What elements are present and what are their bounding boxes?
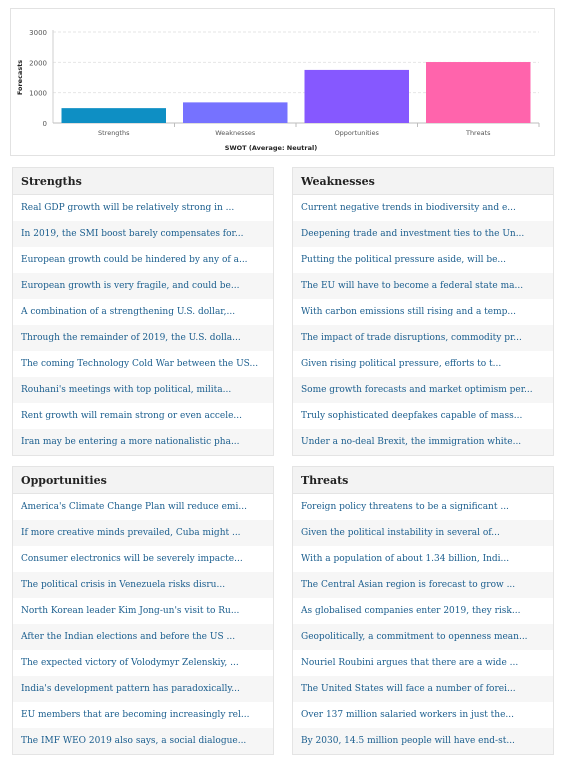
threats-item-link[interactable]: Nouriel Roubini argues that there are a wide ... xyxy=(293,650,553,676)
threats-list xyxy=(293,494,553,754)
strengths-item-link[interactable]: The coming Technology Cold War between the US... xyxy=(13,351,273,377)
threats-item-link[interactable]: The Central Asian region is forecast to grow ... xyxy=(293,572,553,598)
x-tick-label: Threats xyxy=(465,129,491,137)
opportunities-item-link[interactable]: Consumer electronics will be severely impacte... xyxy=(13,546,273,572)
opportunities-panel xyxy=(12,466,274,755)
weaknesses-item-link[interactable]: The EU will have to become a federal state ma... xyxy=(293,273,553,299)
weaknesses-item-link[interactable]: Some growth forecasts and market optimism per... xyxy=(293,377,553,403)
y-tick-label: 3000 xyxy=(29,29,47,37)
opportunities-item-link[interactable]: America's Climate Change Plan will reduce emi... xyxy=(13,494,273,520)
threats-item-link[interactable]: As globalised companies enter 2019, they risk... xyxy=(293,598,553,624)
strengths-item-link[interactable]: European growth could be hindered by any of a... xyxy=(13,247,273,273)
swot-bar-chart xyxy=(11,9,556,157)
weaknesses-item-link[interactable]: Putting the political pressure aside, will be... xyxy=(293,247,553,273)
weaknesses-title: Weaknesses xyxy=(293,168,553,195)
threats-panel xyxy=(292,466,554,755)
x-tick-label: Weaknesses xyxy=(215,129,256,137)
strengths-item-link[interactable]: Iran may be entering a more nationalistic pha... xyxy=(13,429,273,455)
weaknesses-item-link[interactable]: Given rising political pressure, efforts to t... xyxy=(293,351,553,377)
y-axis-title: Forecasts xyxy=(16,59,24,96)
y-tick-label: 1000 xyxy=(29,89,47,98)
strengths-item-link[interactable]: Rent growth will remain strong or even accele... xyxy=(13,403,273,429)
x-axis-title: SWOT (Average: Neutral) xyxy=(224,144,318,152)
strengths-panel xyxy=(12,167,274,456)
opportunities-item-link[interactable]: The political crisis in Venezuela risks disru... xyxy=(13,572,273,598)
threats-title: Threats xyxy=(293,467,553,494)
threats-item-link[interactable]: Geopolitically, a commitment to openness mean... xyxy=(293,624,553,650)
threats-item-link[interactable]: Over 137 million salaried workers in just the... xyxy=(293,702,553,728)
opportunities-list xyxy=(13,494,273,754)
strengths-list xyxy=(13,195,273,455)
opportunities-item-link[interactable]: The expected victory of Volodymyr Zelenskiy, ... xyxy=(13,650,273,676)
threats-item-link[interactable]: The United States will face a number of forei... xyxy=(293,676,553,702)
weaknesses-item-link[interactable]: Truly sophisticated deepfakes capable of mass... xyxy=(293,403,553,429)
opportunities-item-link[interactable]: After the Indian elections and before the US ... xyxy=(13,624,273,650)
weaknesses-item-link[interactable]: Current negative trends in biodiversity and e... xyxy=(293,195,553,221)
bar-weaknesses xyxy=(183,102,287,123)
opportunities-item-link[interactable]: The IMF WEO 2019 also says, a social dialogue... xyxy=(13,728,273,754)
strengths-item-link[interactable]: A combination of a strengthening U.S. dollar,... xyxy=(13,299,273,325)
y-tick-label: 0 xyxy=(42,120,47,128)
strengths-item-link[interactable]: European growth is very fragile, and could be... xyxy=(13,273,273,299)
opportunities-item-link[interactable]: EU members that are becoming increasingly rel... xyxy=(13,702,273,728)
weaknesses-item-link[interactable]: With carbon emissions still rising and a temp... xyxy=(293,299,553,325)
threats-item-link[interactable]: Foreign policy threatens to be a significant ... xyxy=(293,494,553,520)
weaknesses-list xyxy=(293,195,553,455)
strengths-item-link[interactable]: Real GDP growth will be relatively strong in ... xyxy=(13,195,273,221)
opportunities-item-link[interactable]: If more creative minds prevailed, Cuba might ... xyxy=(13,520,273,546)
x-tick-label: Strengths xyxy=(97,129,130,137)
threats-item-link[interactable]: Given the political instability in several of... xyxy=(293,520,553,546)
opportunities-item-link[interactable]: India's development pattern has paradoxically... xyxy=(13,676,273,702)
strengths-item-link[interactable]: Rouhani's meetings with top political, milita... xyxy=(13,377,273,403)
bar-threats xyxy=(426,62,530,123)
opportunities-item-link[interactable]: North Korean leader Kim Jong-un's visit to Ru... xyxy=(13,598,273,624)
weaknesses-item-link[interactable]: Under a no-deal Brexit, the immigration white... xyxy=(293,429,553,455)
weaknesses-panel xyxy=(292,167,554,456)
bar-strengths xyxy=(62,108,166,123)
strengths-item-link[interactable]: In 2019, the SMI boost barely compensates for... xyxy=(13,221,273,247)
weaknesses-item-link[interactable]: Deepening trade and investment ties to the Un... xyxy=(293,221,553,247)
swot-chart xyxy=(10,8,555,156)
y-tick-label: 2000 xyxy=(29,59,47,68)
threats-item-link[interactable]: By 2030, 14.5 million people will have end-st... xyxy=(293,728,553,754)
threats-item-link[interactable]: With a population of about 1.34 billion, Indi... xyxy=(293,546,553,572)
x-tick-label: Opportunities xyxy=(334,129,379,137)
opportunities-title: Opportunities xyxy=(13,467,273,494)
bar-opportunities xyxy=(305,70,409,123)
weaknesses-item-link[interactable]: The impact of trade disruptions, commodity pr... xyxy=(293,325,553,351)
strengths-item-link[interactable]: Through the remainder of 2019, the U.S. dolla... xyxy=(13,325,273,351)
strengths-title: Strengths xyxy=(13,168,273,195)
